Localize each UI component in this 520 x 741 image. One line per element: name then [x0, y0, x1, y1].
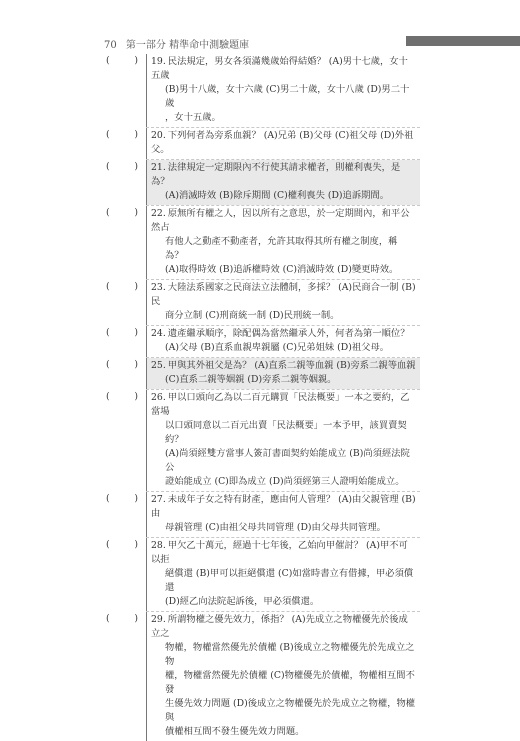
page-header — [104, 36, 249, 51]
question-text — [147, 280, 420, 325]
question-line: 法律規定一定期限內不行使其請求權者，則權利喪失，是為？ — [151, 162, 401, 187]
question-item — [102, 326, 420, 357]
question-item — [102, 206, 420, 279]
question-line — [151, 207, 416, 235]
question-item — [102, 390, 420, 491]
question-line: 甲與其外祖父是為？ (A)直系二親等血親 (B)旁系二親等血親 — [167, 360, 416, 371]
question-line: 證始能成立 (C)即為成立 (D)尚須經第三人證明始能成立。 — [165, 476, 405, 487]
question-text — [147, 492, 420, 537]
question-line: 未成年子女之特有財產，應由何人管理？ (A)由父親管理 (B)由 — [151, 494, 416, 519]
question-line: (D)經乙向法院起訴後，甲必須償還。 — [165, 596, 320, 607]
answer-blank: ( ) — [106, 281, 138, 292]
question-line: (A)取得時效 (B)追訴權時效 (C)消滅時效 (D)變更時效。 — [165, 264, 399, 275]
question-line: 民法規定，男女各須滿幾歲始得結婚？ (A)男十七歲，女十五歲 — [151, 56, 408, 81]
answer-blank: ( ) — [106, 613, 138, 624]
answer-blank: ( ) — [106, 359, 138, 370]
question-line: (A)消滅時效 (B)除斥期間 (C)權利喪失 (D)追訴期間。 — [165, 190, 390, 201]
question-item — [102, 612, 420, 741]
question-item — [102, 538, 420, 611]
question-text — [147, 358, 420, 389]
question-line: (C)直系二親等姻親 (D)旁系二親等姻親。 — [165, 374, 337, 385]
question-number: 21. — [151, 162, 166, 173]
question-text — [147, 538, 420, 611]
question-item — [102, 358, 420, 389]
question-line: 債權相互間不發生優先效力問題。 — [165, 726, 305, 737]
question-number: 23. — [151, 282, 166, 293]
question-number: 25. — [151, 360, 166, 371]
question-number: 27. — [151, 494, 166, 505]
question-line — [151, 391, 416, 419]
question-number: 24. — [151, 328, 166, 339]
answer-blank: ( ) — [106, 391, 138, 402]
answer-blank: ( ) — [106, 207, 138, 218]
page-number: 70 — [104, 40, 117, 51]
question-line: 生優先效力問題 (D)後成立之物權優先於先成立之物權，物權與 — [165, 698, 416, 723]
question-line: 甲欠乙十萬元，經過十七年後，乙始向甲催討？ (A)甲不可以拒 — [151, 540, 408, 565]
question-line — [151, 161, 416, 189]
question-item — [102, 128, 420, 159]
question-item — [102, 54, 420, 127]
question-line: 母親管理 (C)由祖父母共同管理 (D)由父母共同管理。 — [165, 522, 386, 533]
question-line: 原無所有權之人，因以所有之意思，於一定期間內，和平公然占 — [151, 208, 410, 233]
header-bar — [406, 36, 520, 46]
question-line: 權，物權當然優先於債權 (C)物權優先於債權，物權相互間不發 — [165, 670, 415, 695]
question-line: 絕償還 (B)甲可以拒絕償還 (C)如當時書立有借據，甲必須償還 — [165, 568, 414, 593]
question-line: 大陸法系國家之民商法立法體制，多採？ (A)民商合一制 (B)民 — [151, 282, 416, 307]
question-line: 商分立制 (C)刑商統一制 (D)民刑統一制。 — [165, 310, 340, 321]
question-line — [151, 493, 416, 521]
answer-blank: ( ) — [106, 161, 138, 172]
question-line: ，女十五歲。 — [165, 112, 221, 123]
question-line: 有他人之動產不動產者，允許其取得其所有權之制度，稱為？ — [165, 236, 398, 261]
answer-blank: ( ) — [106, 327, 138, 338]
question-line: (B)男十八歲，女十六歲 (C)男二十歲，女十八歲 (D)男二十歲 — [165, 84, 410, 109]
question-line: 下列何者為旁系血親？ (A)兄弟 (B)父母 (C)祖父母 (D)外祖父。 — [151, 130, 414, 155]
question-text — [147, 54, 420, 127]
question-line — [151, 129, 416, 157]
question-line: (A)尚須經雙方當事人簽訂書面契約始能成立 (B)尚須經法院公 — [165, 448, 410, 473]
question-line — [151, 281, 416, 309]
question-number: 29. — [151, 614, 166, 625]
question-text — [147, 390, 420, 491]
question-line: 物權，物權當然優先於債權 (B)後成立之物權優先於先成立之物 — [165, 642, 415, 667]
answer-blank: ( ) — [106, 493, 138, 504]
question-line — [151, 327, 416, 341]
question-list — [102, 54, 420, 741]
question-text — [147, 612, 420, 741]
question-line: 所謂物權之優先效力，係指？ (A)先成立之物權優先於後成立之 — [151, 614, 408, 639]
question-number: 22. — [151, 208, 166, 219]
question-line — [151, 539, 416, 567]
question-line: (A)父母 (B)直系血親卑親屬 (C)兄弟姐妹 (D)祖父母。 — [165, 342, 390, 353]
question-number: 26. — [151, 392, 166, 403]
book-title: 精準命中測驗題庫 — [169, 40, 250, 51]
question-line — [151, 359, 416, 373]
question-line — [151, 613, 416, 641]
question-line: 以口頭同意以二百元出賣「民法概要」一本予甲，該買賣契約？ — [165, 420, 407, 445]
question-text — [147, 326, 420, 357]
question-line — [151, 55, 416, 83]
question-text — [147, 160, 420, 205]
answer-blank: ( ) — [106, 55, 138, 66]
question-number: 19. — [151, 56, 166, 67]
question-item — [102, 160, 420, 205]
question-line: 甲以口頭向乙為以二百元購買「民法概要」一本之要約，乙當場 — [151, 392, 410, 417]
question-number: 20. — [151, 130, 166, 141]
question-text — [147, 206, 420, 279]
part-label: 第一部分 — [125, 40, 166, 51]
question-line: 遺產繼承順序，除配偶為當然繼承人外，何者為第一順位？ — [167, 328, 410, 339]
answer-blank: ( ) — [106, 129, 138, 140]
question-number: 28. — [151, 540, 166, 551]
answer-blank: ( ) — [106, 539, 138, 550]
question-text — [147, 128, 420, 159]
question-item — [102, 280, 420, 325]
question-item — [102, 492, 420, 537]
